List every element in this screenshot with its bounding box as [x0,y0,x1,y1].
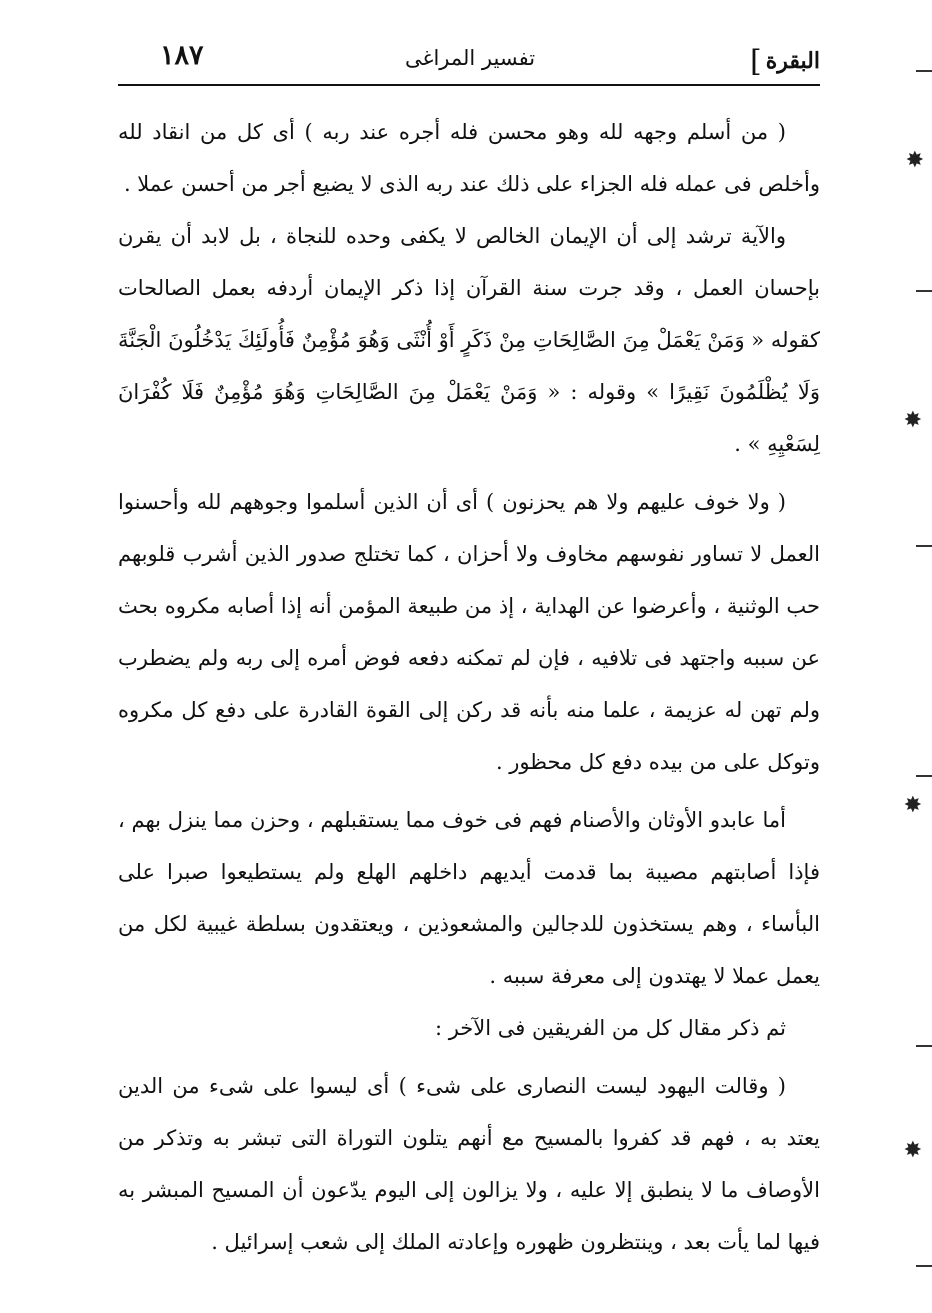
scan-edge-tick [916,1265,932,1267]
paragraph-4: أما عابدو الأوثان والأصنام فهم فى خوف مما يستقبلهم ، وحزن مما ينزل بهم ، فإذا أصابتهم مصيبة بما قدمت أيديهم داخلهم الهلع ولم يستطيعوا صبرا على البأساء ، وهم يستخذون للدجالين والمشعوذين ، ويعتقدون بسلطة غيبية لكل من يعمل عملا لا يهتدون إلى معرفة سببه . [118,808,820,988]
header-rule [118,84,820,86]
header-bracket: ] [750,44,762,79]
paragraph-6: ( وقالت اليهود ليست النصارى على شىء ) أى ليسوا على شىء من الدين يعتد به ، فهم قد كفروا بالمسيح مع أنهم يتلون التوراة التى تبشر به وتذكر من الأوصاف ما لا ينطبق إلا عليه ، ولا يزالون إلى اليوم يدّعون أن المسيح المبشر به فيها لما يأت بعد ، وينتظرون ظهوره وإعادته الملك إلى شعب إسرائيل . [118,1074,820,1254]
scan-edge-tick [916,545,932,547]
paragraph-1: ( من أسلم وجهه لله وهو محسن فله أجره عند ربه ) أى كل من انقاد لله وأخلص فى عمله فله الجزاء على ذلك عند ربه الذى لا يضيع أجر من أحسن عملا . [118,120,820,196]
scan-blot-mark: ✸ [905,148,924,173]
scan-blot-mark: ✸ [903,408,922,433]
scan-edge-tick [916,70,932,72]
paragraph-5: ثم ذكر مقال كل من الفريقين فى الآخر : [434,1016,786,1040]
page-number: ١٨٧ [160,40,204,71]
page-body [118,106,820,1268]
running-header [120,38,820,82]
paragraph-3: ( ولا خوف عليهم ولا هم يحزنون ) أى أن الذين أسلموا وجوههم لله وأحسنوا العمل لا تساور نفوسهم مخاوف ولا أحزان ، كما تختلج صدور الذين أشرب قلوبهم حب الوثنية ، وأعرضوا عن الهداية ، إذ من طبيعة المؤمن أنه إذا أصابه مكروه بحث عن سببه واجتهد فى تلافيه ، فإن لم تمكنه دفعه فوض أمره إلى ربه ولم يضطرب ولم تهن له عزيمة ، علما منه بأنه قد ركن إلى القوة القادرة على دفع كل مكروه وتوكل على من بيده دفع كل محظور . [118,490,820,774]
scan-edge-tick [916,1045,932,1047]
paragraph-2: والآية ترشد إلى أن الإيمان الخالص لا يكفى وحده للنجاة ، بل لابد أن يقرن بإحسان العمل ، وقد جرت سنة القرآن إذا ذكر الإيمان أردفه بعمل الصالحات كقوله « وَمَنْ يَعْمَلْ مِنَ الصَّالِحَاتِ مِنْ ذَكَرٍ أَوْ أُنْثَى وَهُوَ مُؤْمِنٌ فَأُولَئِكَ يَدْخُلُونَ الْجَنَّةَ وَلَا يُظْلَمُونَ نَقِيرًا » وقوله : « وَمَنْ يَعْمَلْ مِنَ الصَّالِحَاتِ وَهُوَ مُؤْمِنٌ فَلَا كُفْرَانَ لِسَعْيِهِ » . [118,224,820,456]
book-title: تفسير المراغى [404,46,536,70]
scan-blot-mark: ✸ [903,793,922,818]
scan-blot-mark: ✸ [903,1138,922,1163]
scan-edge-tick [916,775,932,777]
scan-edge-tick [916,290,932,292]
surah-name: البقرة [765,48,820,74]
